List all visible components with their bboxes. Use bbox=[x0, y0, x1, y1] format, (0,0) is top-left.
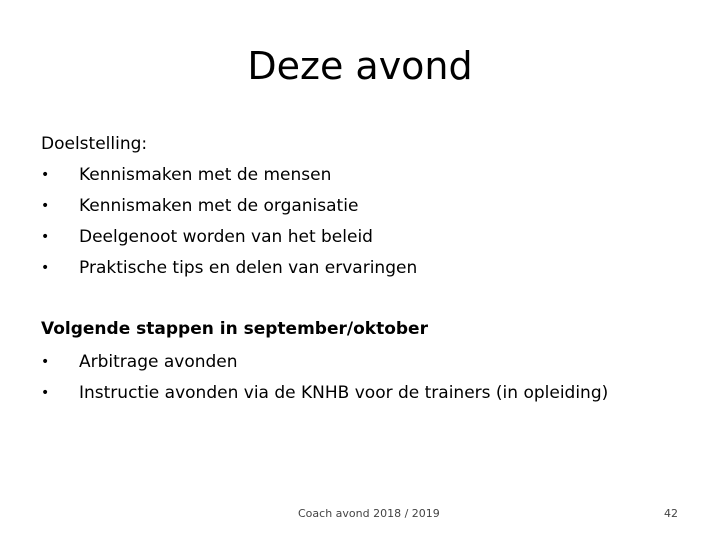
list-item bbox=[41, 352, 238, 372]
bullet: • bbox=[41, 260, 50, 276]
bullet: • bbox=[41, 385, 50, 401]
list-item-text: Instructie avonden via de KNHB voor de trainers (in opleiding) bbox=[79, 383, 609, 403]
list-item bbox=[41, 227, 373, 247]
list-item-text: Arbitrage avonden bbox=[79, 352, 238, 372]
footer-text: Coach avond 2018 / 2019 bbox=[298, 507, 440, 520]
list-item-text: Kennismaken met de organisatie bbox=[79, 196, 359, 216]
bullet: • bbox=[41, 354, 50, 370]
list-item-text: Kennismaken met de mensen bbox=[79, 165, 332, 185]
list-item bbox=[41, 258, 417, 278]
bullet: • bbox=[41, 167, 50, 183]
slide-title: Deze avond bbox=[247, 44, 473, 88]
list-item-text: Praktische tips en delen van ervaringen bbox=[79, 258, 418, 278]
list-item bbox=[41, 196, 358, 216]
list-item-text: Deelgenoot worden van het beleid bbox=[79, 227, 373, 247]
list-item bbox=[41, 165, 331, 185]
list-item bbox=[41, 383, 608, 403]
bullet: • bbox=[41, 229, 50, 245]
page-number: 42 bbox=[664, 507, 678, 520]
section-heading-doelstelling: Doelstelling: bbox=[41, 134, 148, 154]
bullet: • bbox=[41, 198, 50, 214]
section-heading-next-steps: Volgende stappen in september/oktober bbox=[41, 319, 428, 339]
